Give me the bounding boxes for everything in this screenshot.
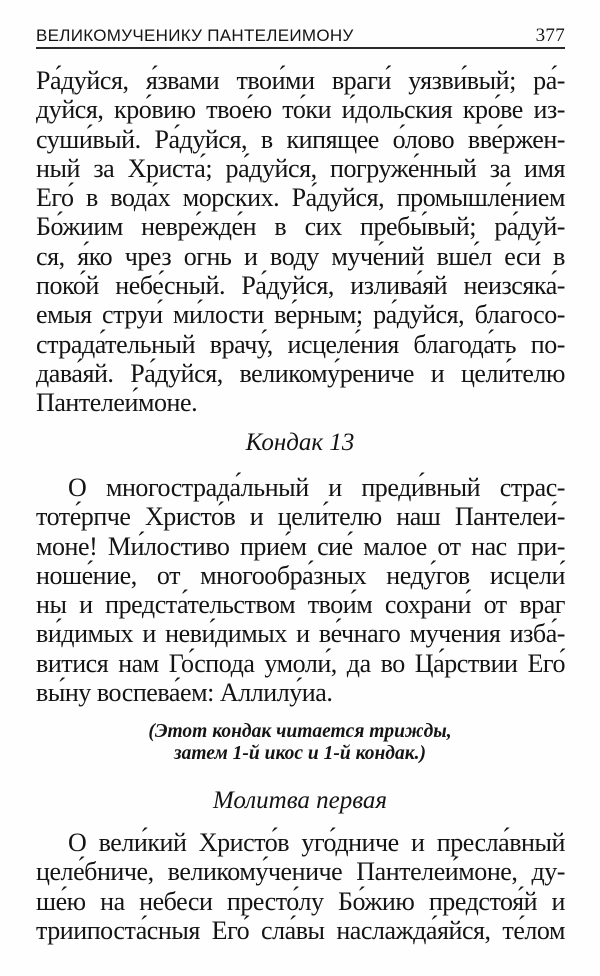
text-line: вы́ну воспева́ем: Аллилу́иа.: [36, 678, 333, 708]
paragraph-ikos-ending: [36, 66, 565, 418]
text-line: О вели́кий Христо́в уго́дниче и пресла́вный: [68, 828, 565, 857]
text-line: Пантелеи́моне.: [36, 388, 198, 418]
running-head-title: ВЕЛИКОМУЧЕНИКУ ПАНТЕЛЕИМОНУ: [36, 26, 354, 45]
text-line: ный за Христа́; ра́дуйся, погруже́нный за имя: [36, 153, 565, 183]
text-line: витися нам Го́спода умоли́, да во Ца́рствии Его́: [36, 648, 565, 678]
text-line: дава́яй. Ра́дуйся, великому́рениче и цели́телю: [36, 358, 565, 388]
text-line: дуйся, кро́вию твое́ю то́ки и́дольския кро́ве из-: [36, 95, 565, 125]
text-line: триипоста́сныя Его́ сла́вы наслажда́яйся, те́лом: [36, 915, 565, 945]
text-line: Ра́дуйся, я́звами твои́ми враги́ уязви́вый; ра́-: [36, 66, 565, 95]
rubric-line: (Этот кондак читается трижды,: [148, 721, 452, 742]
rubric-note: [0, 721, 600, 765]
text-line: ся, я́ко чрез огнь и воду муче́ний вше́л еси́ в: [36, 241, 565, 271]
page-number: 377: [535, 25, 565, 46]
text-line: емыя струи́ ми́лости ве́рным; ра́дуйся, благосо-: [36, 300, 565, 330]
heading-prayer-first: Молитва первая: [212, 787, 388, 814]
text-line: Бо́жиим невре́жде́н в сих пребы́вый; ра́дуй-: [36, 212, 565, 242]
rubric-line: затем 1-й икос и 1-й кондак.): [174, 743, 426, 764]
text-line: О многострада́льный и преди́вный страс-: [68, 473, 565, 502]
paragraph-prayer-first: [36, 828, 565, 945]
text-line: моне! Ми́лостиво прие́м сие́ малое от нас при-: [36, 531, 565, 561]
heading-kontakion-13: Кондак 13: [245, 429, 355, 456]
text-line: тоте́рпче Христо́в и цели́телю наш Пантелеи́-: [36, 502, 565, 532]
text-line: Его́ в вода́х морских. Ра́дуйся, промышле́нием: [36, 183, 565, 213]
paragraph-kontakion-13: [36, 473, 565, 707]
text-line: ви́димых и неви́димых и ве́чнаго мучения изба́-: [36, 619, 565, 649]
text-line: ноше́ние, от многообра́зных неду́гов исцели́: [36, 560, 565, 590]
text-line: ны и предста́тельством твои́м сохрани́ от враг: [36, 590, 565, 620]
text-line: ше́ю на небеси престо́лу Бо́жию предстоя́й и: [36, 886, 565, 916]
text-line: страда́тельный врачу́, исцеле́ния благода́ть по-: [36, 329, 565, 359]
text-line: поко́й небе́сный. Ра́дуйся, излива́яй неизсяка́-: [36, 271, 565, 301]
text-line: суши́вый. Ра́дуйся, в кипящее о́лово вве́ржен-: [36, 124, 565, 154]
running-head: [36, 25, 565, 49]
text-line: целе́бниче, великому́чениче Пантелеи́моне, ду-: [36, 857, 565, 887]
